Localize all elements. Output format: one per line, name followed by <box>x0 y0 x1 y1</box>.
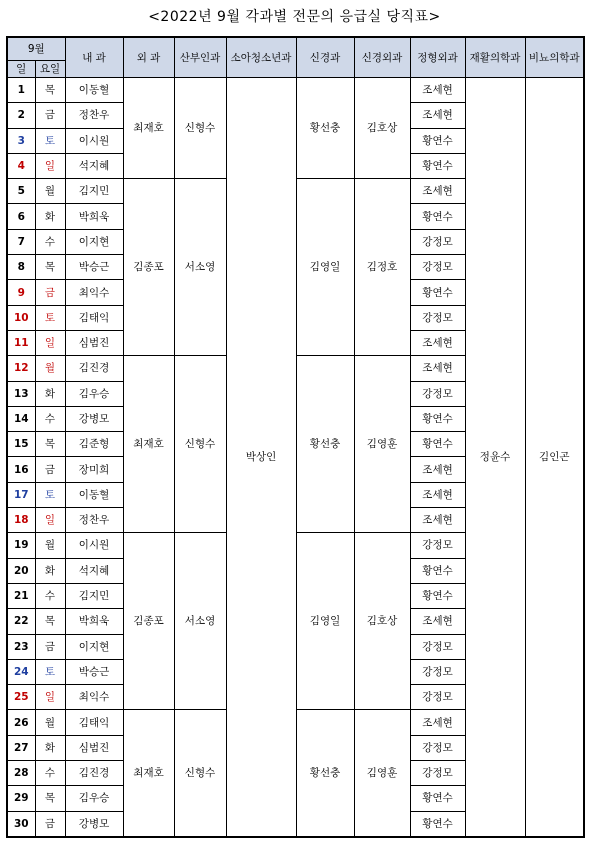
orthopedics-header: 정형외과 <box>410 37 465 78</box>
orthopedics-cell: 조세현 <box>410 609 465 634</box>
neurosurgery-cell: 김영훈 <box>354 710 410 837</box>
internal-cell: 김진경 <box>65 761 123 786</box>
orthopedics-cell: 조세현 <box>410 356 465 381</box>
orthopedics-cell: 황연수 <box>410 432 465 457</box>
internal-cell: 이시원 <box>65 533 123 558</box>
orthopedics-cell: 강정모 <box>410 659 465 684</box>
weekday-cell: 목 <box>35 609 65 634</box>
weekday-cell: 수 <box>35 583 65 608</box>
weekday-cell: 금 <box>35 811 65 837</box>
neurology-cell: 황선충 <box>296 356 354 533</box>
day-cell: 24 <box>7 659 35 684</box>
weekday-header: 요일 <box>35 61 65 78</box>
orthopedics-cell: 황연수 <box>410 128 465 153</box>
orthopedics-cell: 강정모 <box>410 735 465 760</box>
obgyn-cell: 서소영 <box>174 533 226 710</box>
duty-roster-table <box>6 36 585 838</box>
internal-cell: 정찬우 <box>65 103 123 128</box>
internal-cell: 심범진 <box>65 330 123 355</box>
orthopedics-cell: 조세현 <box>410 330 465 355</box>
internal-cell: 박희욱 <box>65 204 123 229</box>
weekday-cell: 목 <box>35 786 65 811</box>
neurosurgery-cell: 김영훈 <box>354 356 410 533</box>
pediatrics-cell: 박상인 <box>226 78 296 837</box>
internal-cell: 박희욱 <box>65 609 123 634</box>
rehab-header: 재활의학과 <box>465 37 525 78</box>
orthopedics-cell: 조세현 <box>410 179 465 204</box>
orthopedics-cell: 황연수 <box>410 786 465 811</box>
orthopedics-cell: 강정모 <box>410 305 465 330</box>
day-cell: 12 <box>7 356 35 381</box>
weekday-cell: 일 <box>35 685 65 710</box>
orthopedics-cell: 강정모 <box>410 685 465 710</box>
internal-cell: 김우승 <box>65 786 123 811</box>
internal-cell: 정찬우 <box>65 508 123 533</box>
internal-cell: 김태익 <box>65 305 123 330</box>
header-row <box>7 37 584 61</box>
obgyn-cell: 서소영 <box>174 179 226 356</box>
orthopedics-cell: 조세현 <box>410 482 465 507</box>
orthopedics-cell: 조세현 <box>410 457 465 482</box>
day-cell: 23 <box>7 634 35 659</box>
day-cell: 10 <box>7 305 35 330</box>
internal-cell: 김지민 <box>65 583 123 608</box>
neurology-cell: 김영일 <box>296 533 354 710</box>
page-title: <2022년 9월 각과별 전문의 응급실 당직표> <box>148 9 441 25</box>
day-cell: 28 <box>7 761 35 786</box>
weekday-cell: 목 <box>35 78 65 103</box>
orthopedics-cell: 조세현 <box>410 78 465 103</box>
day-cell: 13 <box>7 381 35 406</box>
urology-header: 비뇨의학과 <box>525 37 584 78</box>
internal-cell: 김진경 <box>65 356 123 381</box>
day-cell: 17 <box>7 482 35 507</box>
day-cell: 22 <box>7 609 35 634</box>
weekday-cell: 월 <box>35 533 65 558</box>
orthopedics-cell: 조세현 <box>410 710 465 735</box>
weekday-cell: 일 <box>35 153 65 178</box>
day-cell: 21 <box>7 583 35 608</box>
day-cell: 18 <box>7 508 35 533</box>
weekday-cell: 금 <box>35 457 65 482</box>
weekday-cell: 토 <box>35 659 65 684</box>
weekday-cell: 월 <box>35 356 65 381</box>
neurosurgery-header: 신경외과 <box>354 37 410 78</box>
neurosurgery-cell: 김정호 <box>354 179 410 356</box>
surgery-cell: 최재호 <box>123 356 174 533</box>
day-cell: 15 <box>7 432 35 457</box>
internal-cell: 이동혈 <box>65 78 123 103</box>
obgyn-header: 산부인과 <box>174 37 226 78</box>
day-cell: 16 <box>7 457 35 482</box>
weekday-cell: 월 <box>35 710 65 735</box>
weekday-cell: 금 <box>35 280 65 305</box>
orthopedics-cell: 황연수 <box>410 153 465 178</box>
internal-cell: 이시원 <box>65 128 123 153</box>
day-cell: 5 <box>7 179 35 204</box>
rehab-cell: 정윤수 <box>465 78 525 837</box>
internal-cell: 석지혜 <box>65 153 123 178</box>
day-cell: 19 <box>7 533 35 558</box>
surgery-header: 외 과 <box>123 37 174 78</box>
weekday-cell: 일 <box>35 508 65 533</box>
neurology-header: 신경과 <box>296 37 354 78</box>
weekday-cell: 수 <box>35 406 65 431</box>
obgyn-cell: 신형수 <box>174 78 226 179</box>
day-cell: 25 <box>7 685 35 710</box>
weekday-cell: 토 <box>35 482 65 507</box>
orthopedics-cell: 강정모 <box>410 761 465 786</box>
internal-cell: 박승근 <box>65 255 123 280</box>
weekday-cell: 화 <box>35 204 65 229</box>
internal-cell: 박승근 <box>65 659 123 684</box>
day-cell: 26 <box>7 710 35 735</box>
internal-cell: 장미희 <box>65 457 123 482</box>
urology-cell: 김인곤 <box>525 78 584 837</box>
surgery-cell: 김종포 <box>123 179 174 356</box>
internal-cell: 석지혜 <box>65 558 123 583</box>
internal-cell: 강병모 <box>65 811 123 837</box>
day-cell: 6 <box>7 204 35 229</box>
weekday-cell: 월 <box>35 179 65 204</box>
weekday-cell: 화 <box>35 735 65 760</box>
surgery-cell: 김종포 <box>123 533 174 710</box>
neurology-cell: 김영일 <box>296 179 354 356</box>
weekday-cell: 목 <box>35 432 65 457</box>
internal-cell: 심범진 <box>65 735 123 760</box>
internal-cell: 최익수 <box>65 280 123 305</box>
day-cell: 11 <box>7 330 35 355</box>
weekday-cell: 목 <box>35 255 65 280</box>
orthopedics-cell: 강정모 <box>410 255 465 280</box>
weekday-cell: 토 <box>35 305 65 330</box>
weekday-cell: 토 <box>35 128 65 153</box>
orthopedics-cell: 황연수 <box>410 558 465 583</box>
orthopedics-cell: 황연수 <box>410 280 465 305</box>
weekday-cell: 수 <box>35 761 65 786</box>
internal-cell: 김우승 <box>65 381 123 406</box>
internal-cell: 최익수 <box>65 685 123 710</box>
weekday-cell: 화 <box>35 558 65 583</box>
weekday-cell: 화 <box>35 381 65 406</box>
internal-cell: 강병모 <box>65 406 123 431</box>
orthopedics-cell: 강정모 <box>410 381 465 406</box>
orthopedics-cell: 강정모 <box>410 533 465 558</box>
internal-cell: 김태익 <box>65 710 123 735</box>
day-cell: 1 <box>7 78 35 103</box>
day-cell: 8 <box>7 255 35 280</box>
orthopedics-cell: 조세현 <box>410 508 465 533</box>
neurosurgery-cell: 김호상 <box>354 78 410 179</box>
orthopedics-cell: 강정모 <box>410 634 465 659</box>
neurosurgery-cell: 김호상 <box>354 533 410 710</box>
orthopedics-cell: 황연수 <box>410 583 465 608</box>
internal-cell: 이지현 <box>65 229 123 254</box>
day-cell: 27 <box>7 735 35 760</box>
orthopedics-cell: 황연수 <box>410 406 465 431</box>
weekday-cell: 금 <box>35 634 65 659</box>
internal-cell: 김지민 <box>65 179 123 204</box>
weekday-cell: 수 <box>35 229 65 254</box>
day-cell: 14 <box>7 406 35 431</box>
internal-cell: 김준형 <box>65 432 123 457</box>
pediatrics-header: 소아청소년과 <box>226 37 296 78</box>
internal-cell: 이지현 <box>65 634 123 659</box>
weekday-cell: 일 <box>35 330 65 355</box>
weekday-cell: 금 <box>35 103 65 128</box>
surgery-cell: 최재호 <box>123 710 174 837</box>
internal-cell: 이동혈 <box>65 482 123 507</box>
day-cell: 2 <box>7 103 35 128</box>
day-cell: 29 <box>7 786 35 811</box>
day-cell: 9 <box>7 280 35 305</box>
orthopedics-cell: 황연수 <box>410 811 465 837</box>
day-cell: 4 <box>7 153 35 178</box>
day-cell: 20 <box>7 558 35 583</box>
day-header: 일 <box>7 61 35 78</box>
orthopedics-cell: 강정모 <box>410 229 465 254</box>
neurology-cell: 황선충 <box>296 710 354 837</box>
day-cell: 3 <box>7 128 35 153</box>
month-header: 9월 <box>7 37 65 61</box>
obgyn-cell: 신형수 <box>174 710 226 837</box>
surgery-cell: 최재호 <box>123 78 174 179</box>
table-row <box>7 78 584 103</box>
internal-header: 내 과 <box>65 37 123 78</box>
neurology-cell: 황선충 <box>296 78 354 179</box>
day-cell: 7 <box>7 229 35 254</box>
orthopedics-cell: 조세현 <box>410 103 465 128</box>
day-cell: 30 <box>7 811 35 837</box>
obgyn-cell: 신형수 <box>174 356 226 533</box>
orthopedics-cell: 황연수 <box>410 204 465 229</box>
